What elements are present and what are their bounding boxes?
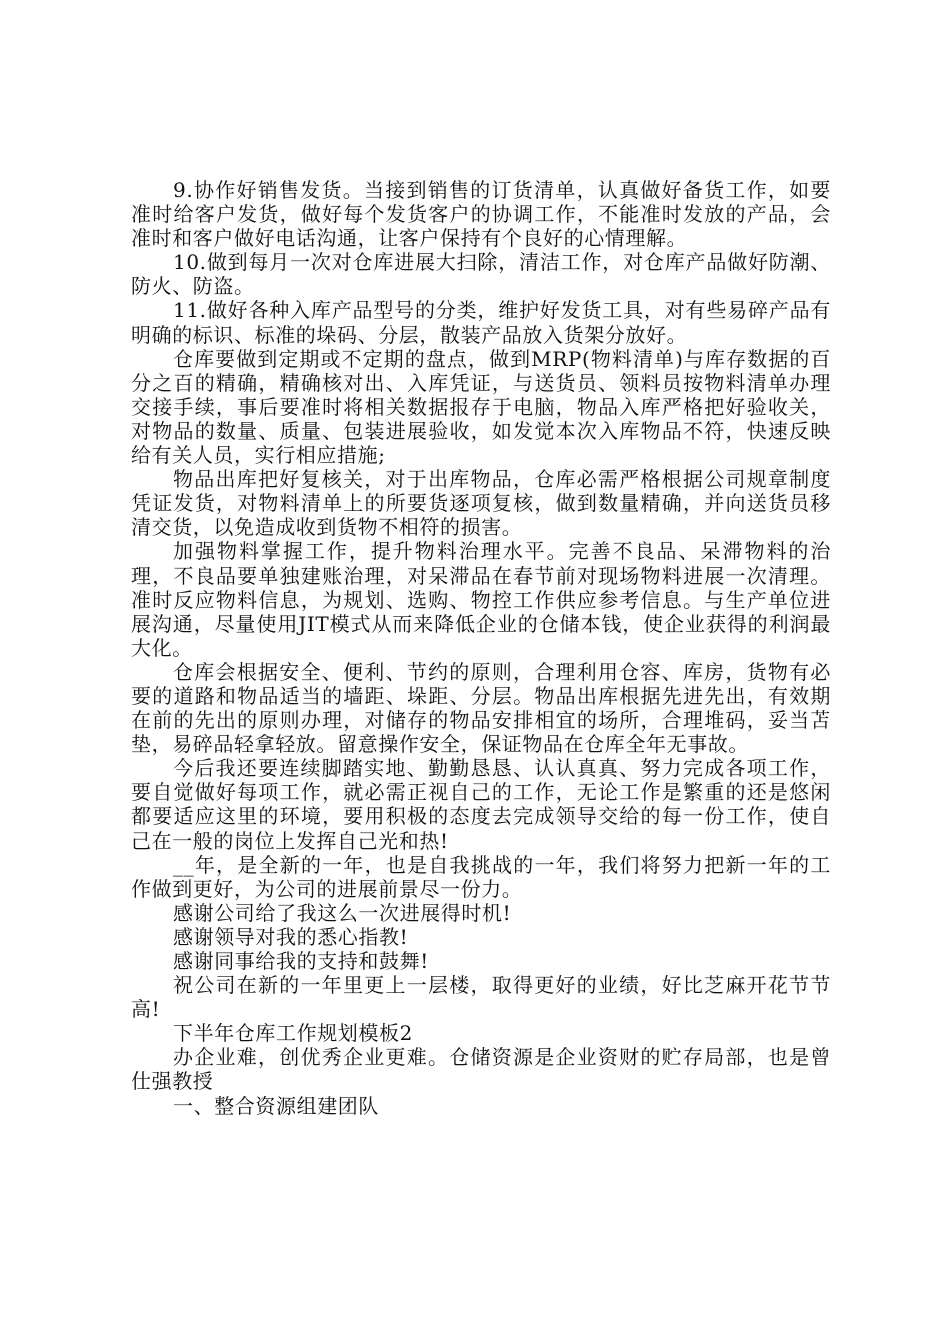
section-heading-1: 一、整合资源组建团队 [173,1093,379,1118]
paragraph-future-plans: 今后我还要连续脚踏实地、勤勤恳恳、认认真真、努力完成各项工作，要自觉做好每项工作，就必需正视自己的工作，无论工作是繁重的还是悠闲都要适应这里的环境，要用积极的态度去完成领导交给的每一份工作，使自己在一般的岗位上发挥自己光和热! [131,756,831,853]
paragraph-outbound-review: 物品出库把好复核关，对于出库物品，仓库必需严格根据公司规章制度凭证发货，对物料清单上的所要货逐项复核，做到数量精确，并向送货员移清交货，以免造成收到货物不相符的损害。 [131,467,831,540]
paragraph-material-control: 加强物料掌握工作，提升物料治理水平。完善不良品、呆滞物料的治理，不良品要单独建账治理，对呆滞品在春节前对现场物料进展一次清理。准时反应物料信息，为规划、选购、物控工作供应参考信息。与生产单位进展沟通，尽量使用JIT模式从而来降低企业的仓储本钱，使企业获得的利润最大化。 [131,539,831,660]
paragraph-best-wishes: 祝公司在新的一年里更上一层楼，取得更好的业绩，好比芝麻开花节节高! [131,973,831,1022]
paragraph-item-11: 11.做好各种入库产品型号的分类，维护好发货工具，对有些易碎产品有明确的标识、标准的垛码、分层，散装产品放入货架分放好。 [131,298,831,347]
paragraph-item-10: 10.做到每月一次对仓库进展大扫除，清洁工作，对仓库产品做好防潮、防火、防盗。 [131,250,831,299]
paragraph-storage-principles: 仓库会根据安全、便利、节约的原则，合理利用仓容、库房，货物有必要的道路和物品适当的墙距、垛距、分层。物品出库根据先进先出，有效期在前的先出的原则办理，对储存的物品安排相宜的场所，合理堆码，妥当苫垫，易碎品轻拿轻放。留意操作安全，保证物品在仓库全年无事故。 [131,659,831,757]
paragraph-thanks-colleagues: 感谢同事给我的支持和鼓舞! [173,949,429,973]
paragraph-thanks-leaders: 感谢领导对我的悉心指教! [173,924,409,949]
document-body [131,178,831,1118]
paragraph-item-9: 9.协作好销售发货。当接到销售的订货清单，认真做好备货工作，如要准时给客户发货，做好每个发货客户的协调工作，不能准时发放的产品，会准时和客户做好电话沟通，让客户保持有个良好的心情理解。 [131,178,831,251]
paragraph-thanks-company: 感谢公司给了我这么一次进展得时机! [173,900,512,925]
paragraph-intro-template-2: 办企业难，创优秀企业更难。仓储资源是企业资财的贮存局部，也是曾仕强教授 [131,1045,831,1094]
paragraph-inventory-check: 仓库要做到定期或不定期的盘点，做到MRP(物料清单)与库存数据的百分之百的精确，精确核对出、入库凭证，与送货员、领料员按物料清单办理交接手续，事后要准时将相关数据报存于电脑，物品入库严格把好验收关，对物品的数量、质量、包装进展验收，如发觉本次入库物品不符，快速反映给有关人员，实行相应措施; [131,346,831,468]
section-title-template-2: 下半年仓库工作规划模板2 [173,1021,413,1046]
paragraph-new-year: __年，是全新的一年，也是自我挑战的一年，我们将努力把新一年的工作做到更好，为公司的进展前景尽一份力。 [131,852,831,901]
